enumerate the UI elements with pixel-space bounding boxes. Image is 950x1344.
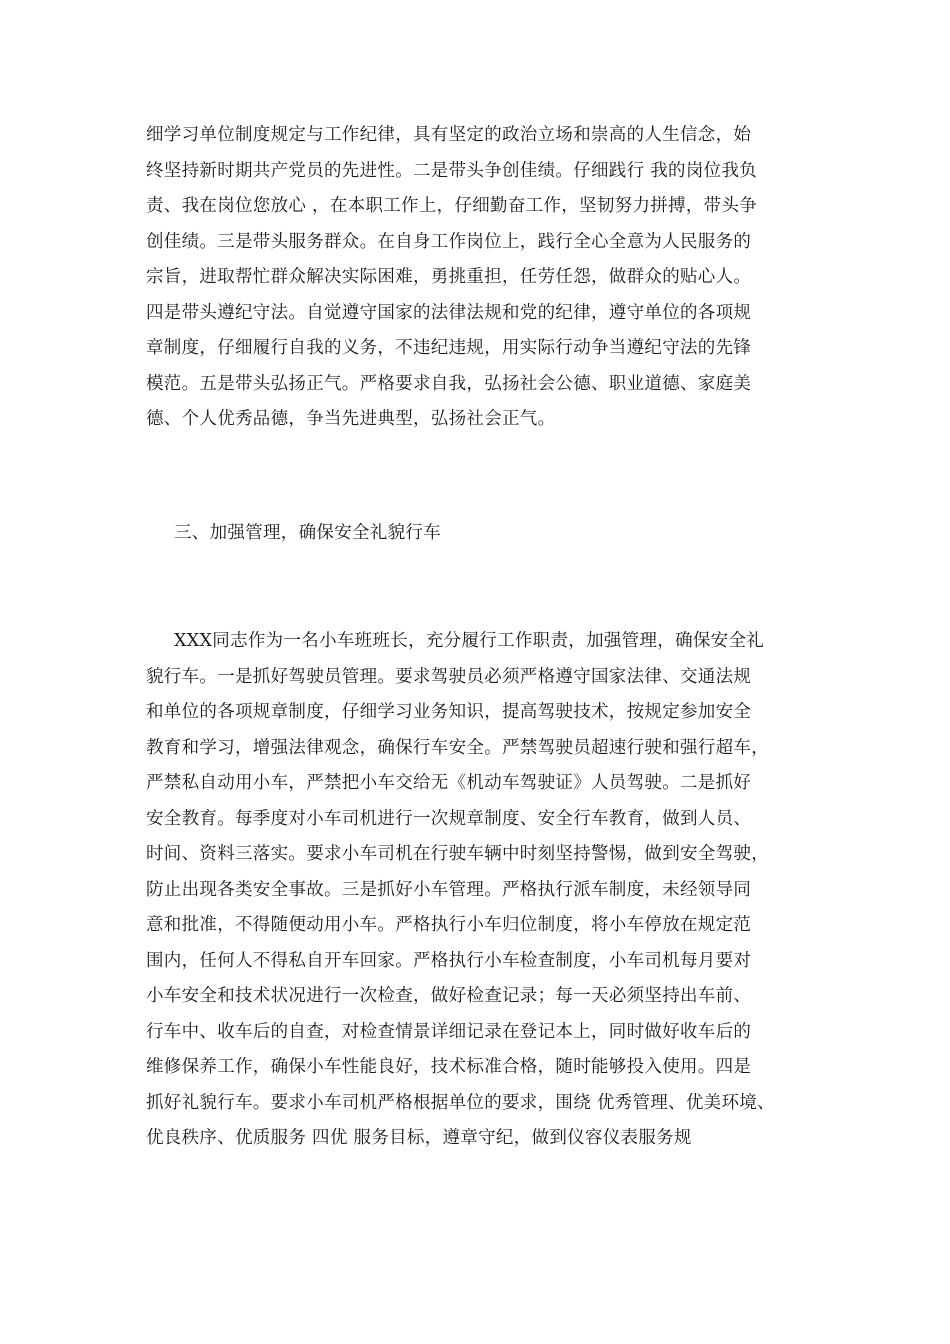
text-line: 围内，任何人不得私自开车回家。严格执行小车检查制度，小车司机每月要对	[146, 950, 752, 971]
text-line: 教育和学习，增强法律观念，确保行车安全。严禁驾驶员超速行驶和强行超车，	[146, 737, 769, 758]
text-line: 抓好礼貌行车。要求小车司机严格根据单位的要求，围绕 优秀管理、优美环境、	[146, 1092, 775, 1113]
text-line: 创佳绩。三是带头服务群众。在自身工作岗位上，践行全心全意为人民服务的	[146, 231, 752, 252]
text-line: 严禁私自动用小车，严禁把小车交给无《机动车驾驶证》人员驾驶。二是抓好	[146, 773, 752, 793]
text-line: 安全教育。每季度对小车司机进行一次规章制度、安全行车教育，做到人员、	[146, 808, 752, 829]
text-line: 维修保养工作，确保小车性能良好，技术标准合格，随时能够投入使用。四是	[146, 1057, 752, 1077]
text-line: 章制度，仔细履行自我的义务，不违纪违规，用实际行动争当遵纪守法的先锋	[146, 338, 752, 358]
text-line: XXX同志作为一名小车班班长，充分履行工作职责，加强管理，确保安全礼	[174, 631, 765, 651]
text-line: 四是带头遵纪守法。自觉遵守国家的法律法规和党的纪律，遵守单位的各项规	[146, 302, 752, 323]
text-line: 貌行车。一是抓好驾驶员管理。要求驾驶员必须严格遵守国家法律、交通法规	[146, 666, 752, 687]
text-line: 宗旨，进取帮忙群众解决实际困难，勇挑重担，任劳任怨，做群众的贴心人。	[146, 267, 752, 287]
text-line: 行车中、收车后的自查，对检查情景详细记录在登记本上，同时做好收车后的	[146, 1021, 752, 1042]
text-line: 德、个人优秀品德，争当先进典型，弘扬社会正气。	[146, 409, 556, 429]
text-line: 小车安全和技术状况进行一次检查，做好检查记录；每一天必须坚持出车前、	[146, 986, 752, 1006]
text-line: 时间、资料三落实。要求小车司机在行驶车辆中时刻坚持警惕，做到安全驾驶，	[146, 844, 769, 864]
text-line: 细学习单位制度规定与工作纪律，具有坚定的政治立场和崇高的人生信念，始	[146, 125, 752, 145]
paragraph-vehicle-management	[146, 624, 836, 1157]
text-line: 和单位的各项规章制度，仔细学习业务知识，提高驾驶技术，按规定参加安全	[146, 702, 752, 722]
text-line: 责、我在岗位您放心 ，在本职工作上，仔细勤奋工作，坚韧努力拼搏，带头争	[146, 196, 758, 216]
text-line: 意和批准，不得随便动用小车。严格执行小车归位制度，将小车停放在规定范	[146, 915, 752, 935]
text-line: 防止出现各类安全事故。三是抓好小车管理。严格执行派车制度，未经领导同	[146, 879, 752, 900]
section-heading: 三、加强管理，确保安全礼貌行车	[174, 523, 441, 543]
paragraph-party-member-duties	[146, 118, 836, 438]
section-heading-block	[146, 516, 836, 552]
text-line: 优良秩序、优质服务 四优 服务目标，遵章守纪，做到仪容仪表服务规	[146, 1128, 692, 1148]
text-line: 终坚持新时期共产党员的先进性。二是带头争创佳绩。仔细践行 我的岗位我负	[146, 160, 758, 181]
text-line: 模范。五是带头弘扬正气。严格要求自我，弘扬社会公德、职业道德、家庭美	[146, 373, 752, 394]
